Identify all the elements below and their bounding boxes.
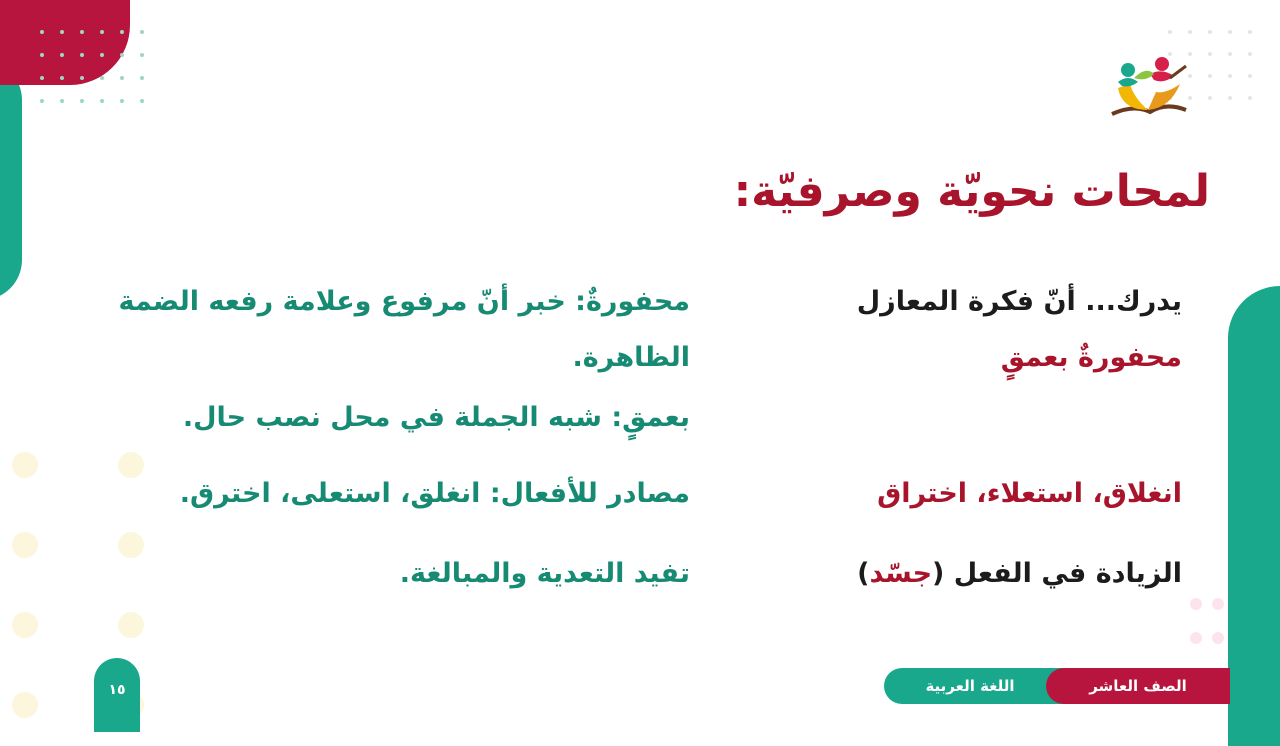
row3-explanation: تفيد التعدية والمبالغة. bbox=[399, 558, 690, 589]
right-teal-accent bbox=[1228, 286, 1280, 746]
row3-term-suffix: ) bbox=[857, 558, 870, 589]
row2-explanation: مصادر للأفعال: انغلق، استعلى، اخترق. bbox=[179, 478, 690, 509]
row3-term bbox=[857, 546, 1182, 602]
bottom-right-dot-pattern bbox=[1190, 598, 1224, 644]
page-number-tab: ١٥ bbox=[94, 658, 140, 732]
row1-term-line2: محفورةٌ بعمقٍ bbox=[1000, 342, 1182, 373]
row3-term-highlight: جسّد bbox=[869, 558, 933, 589]
row3-term-prefix: الزيادة في الفعل ( bbox=[932, 558, 1182, 589]
row1-explanation-line3: بعمقٍ: شبه الجملة في محل نصب حال. bbox=[182, 402, 690, 433]
row1-term-line1: يدرك... أنّ فكرة المعازل bbox=[856, 286, 1182, 317]
subject-pill: اللغة العربية bbox=[884, 668, 1084, 704]
row1-explanation-line2: الظاهرة. bbox=[572, 342, 690, 373]
grade-pill: الصف العاشر bbox=[1046, 668, 1230, 704]
row2-term: انغلاق، استعلاء، اختراق bbox=[877, 478, 1182, 509]
slide-title: لمحات نحويّة وصرفيّة: bbox=[733, 166, 1210, 217]
people-book-logo-icon bbox=[1104, 48, 1190, 120]
row1-explanation-line1: محفورةٌ: خبر أنّ مرفوع وعلامة رفعه الضمة bbox=[118, 286, 690, 317]
top-left-dot-pattern bbox=[40, 30, 144, 103]
left-teal-accent bbox=[0, 60, 22, 300]
